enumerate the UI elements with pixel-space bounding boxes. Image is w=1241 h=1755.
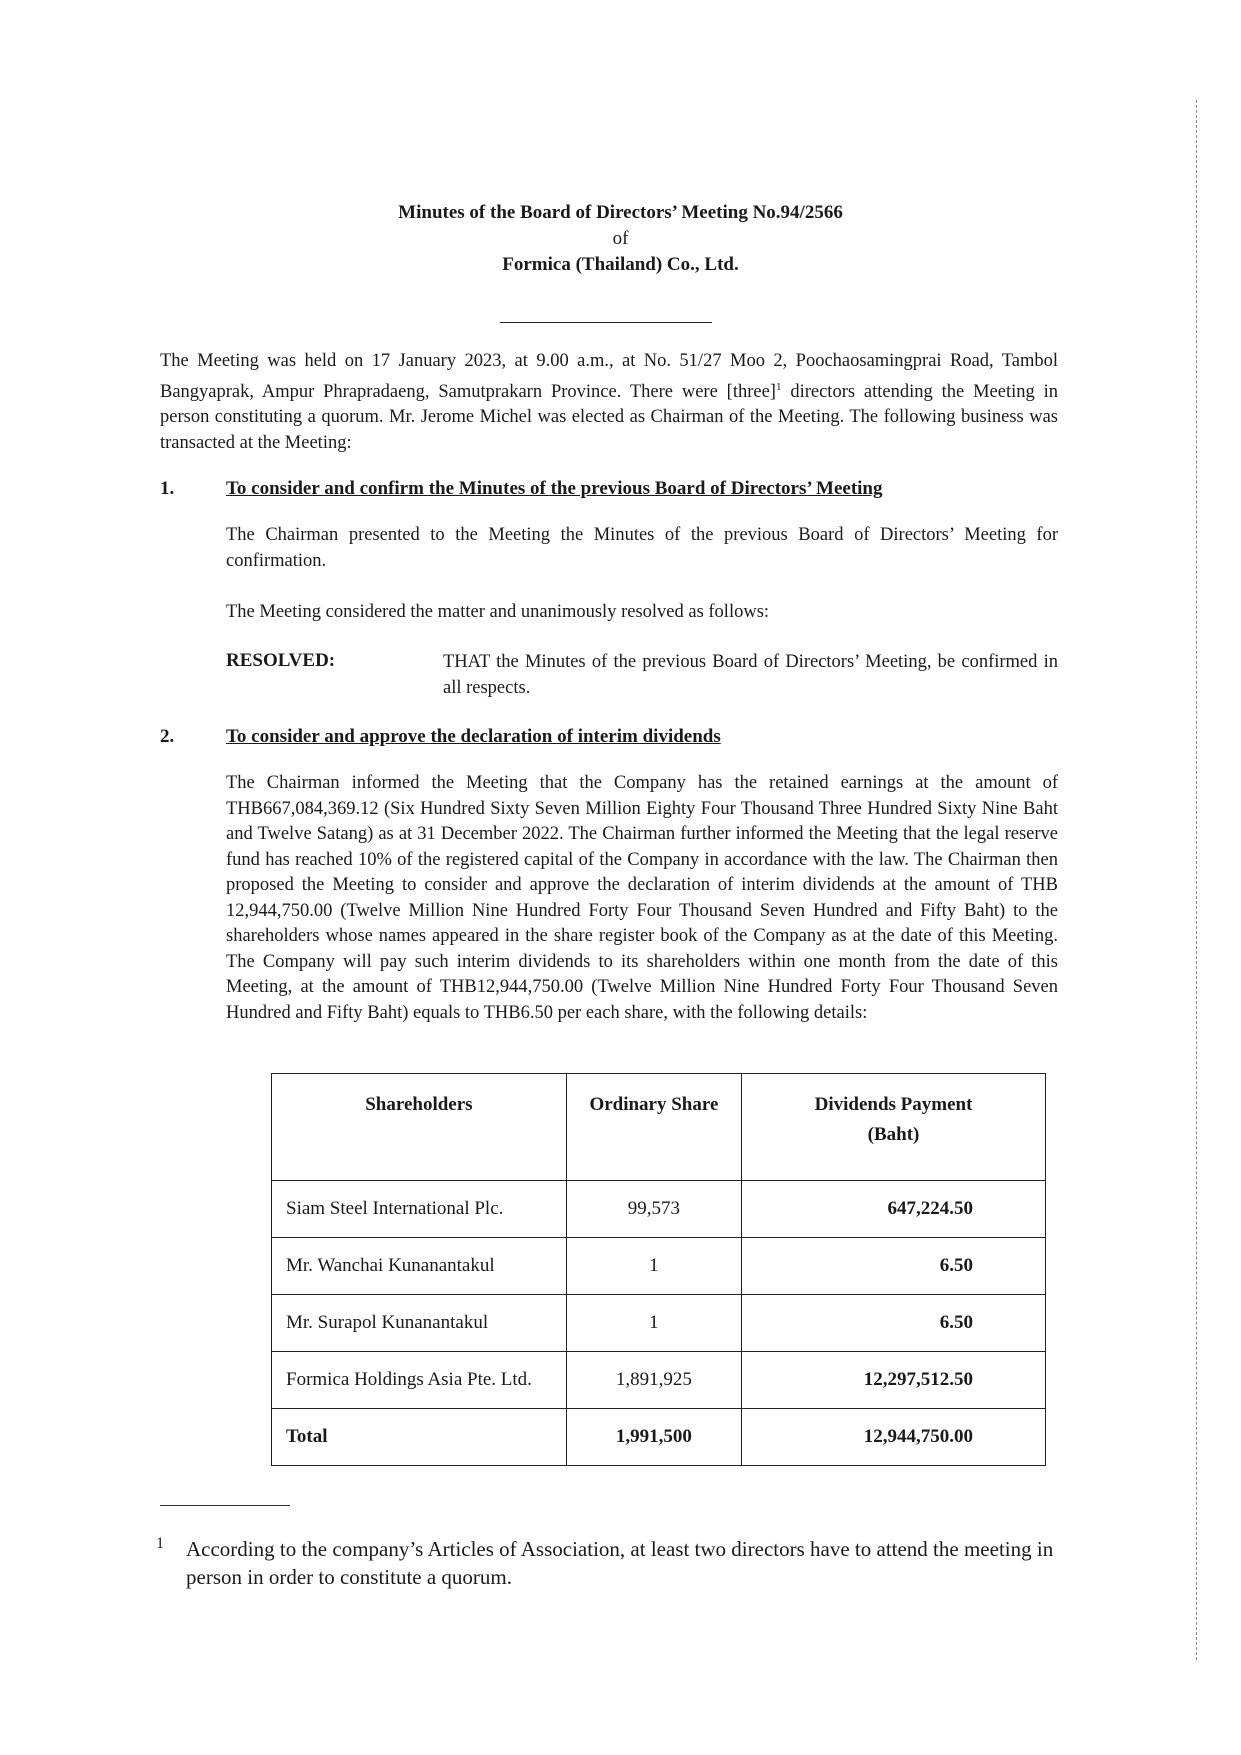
header-dividends-line-2: (Baht) xyxy=(867,1124,920,1145)
header-dividends-payment xyxy=(742,1074,1046,1181)
section-1-paragraph-1: The Chairman presented to the Meeting the Minutes of the previous Board of Directors’ Meeting for confirmation. xyxy=(226,525,1058,571)
header-ordinary-share: Ordinary Share xyxy=(566,1074,741,1181)
table-header-row xyxy=(272,1074,1046,1181)
table-row xyxy=(272,1352,1046,1409)
table-row xyxy=(272,1238,1046,1295)
section-2-heading: To consider and approve the declaration of interim dividends xyxy=(226,726,721,747)
ordinary-share-value: 1 xyxy=(566,1238,741,1295)
table-total-row xyxy=(272,1409,1046,1466)
title-line-3: Formica (Thailand) Co., Ltd. xyxy=(502,254,739,275)
dividend-value: 6.50 xyxy=(742,1295,1046,1352)
header-dividends-line-1: Dividends Payment xyxy=(814,1094,973,1115)
section-1-number: 1. xyxy=(160,478,175,499)
footnote-divider xyxy=(160,1505,290,1506)
section-1-heading: To consider and confirm the Minutes of the previous Board of Directors’ Meeting xyxy=(226,478,883,499)
shareholder-name: Formica Holdings Asia Pte. Ltd. xyxy=(272,1352,567,1409)
shareholder-name: Siam Steel International Plc. xyxy=(272,1181,567,1238)
dividend-value: 6.50 xyxy=(742,1238,1046,1295)
scan-edge-line xyxy=(1196,100,1197,1660)
footnote-mark: 1 xyxy=(156,1535,164,1552)
intro-text-b: directors attending the Meeting in person constituting a quorum. Mr. Jerome Michel was elected as Chairman of the Meeting. The following business was transacted at the Meeting: xyxy=(160,381,1058,453)
ordinary-share-value: 99,573 xyxy=(566,1181,741,1238)
footnote-reference: 1 xyxy=(775,380,782,393)
resolved-text: THAT the Minutes of the previous Board of Directors’ Meeting, be confirmed in all respects. xyxy=(443,652,1058,698)
intro-text-a: The Meeting was held on 17 January 2023, at 9.00 a.m., at No. 51/27 Moo 2, Poochaosamingprai Road, Tambol Bangyaprak, Ampur Phrapradaeng, Samutprakarn Province. There were [three] xyxy=(160,351,1058,402)
shareholder-name: Mr. Wanchai Kunanantakul xyxy=(272,1238,567,1295)
section-2-number: 2. xyxy=(160,726,175,747)
total-label: Total xyxy=(272,1409,567,1466)
dividend-value: 647,224.50 xyxy=(742,1181,1046,1238)
section-2-paragraph: The Chairman informed the Meeting that the Company has the retained earnings at the amount of THB667,084,369.12 (Six Hundred Sixty Seven Million Eighty Four Thousand Three Hundred Sixty Nine Baht and Twelve Satang) as at 31 December 2022. The Chairman further informed the Meeting that the legal reserve fund has reached 10% of the registered capital of the Company in accordance with the law. The Chairman then proposed the Meeting to consider and approve the declaration of interim dividends at the amount of THB 12,944,750.00 (Twelve Million Nine Hundred Forty Four Thousand Seven Hundred and Fifty Baht) to the shareholders whose names appeared in the share register book of the Company as at the date of this Meeting. The Company will pay such interim dividends to its shareholders within one month from the date of this Meeting, at the amount of THB12,944,750.00 (Twelve Million Nine Hundred Forty Four Thousand Seven Hundred and Fifty Baht) equals to THB6.50 per each share, with the following details: xyxy=(226,773,1058,1023)
footnote-text: According to the company’s Articles of Association, at least two directors have to attend the meeting in person in order to constitute a quorum. xyxy=(186,1537,1054,1589)
table-row xyxy=(272,1181,1046,1238)
total-dividend: 12,944,750.00 xyxy=(742,1409,1046,1466)
dividend-value: 12,297,512.50 xyxy=(742,1352,1046,1409)
shareholder-name: Mr. Surapol Kunanantakul xyxy=(272,1295,567,1352)
title-line-2: of xyxy=(612,228,629,249)
dividends-table xyxy=(271,1073,1046,1466)
header-shareholders: Shareholders xyxy=(272,1074,567,1181)
table-row xyxy=(272,1295,1046,1352)
ordinary-share-value: 1 xyxy=(566,1295,741,1352)
title-line-1: Minutes of the Board of Directors’ Meeting No.94/2566 xyxy=(398,202,843,223)
section-1-paragraph-2: The Meeting considered the matter and unanimously resolved as follows: xyxy=(226,602,770,622)
total-shares: 1,991,500 xyxy=(566,1409,741,1466)
ordinary-share-value: 1,891,925 xyxy=(566,1352,741,1409)
intro-paragraph xyxy=(160,349,1058,456)
document-title xyxy=(0,200,1241,278)
title-divider xyxy=(500,322,712,323)
resolved-label: RESOLVED: xyxy=(226,650,336,671)
